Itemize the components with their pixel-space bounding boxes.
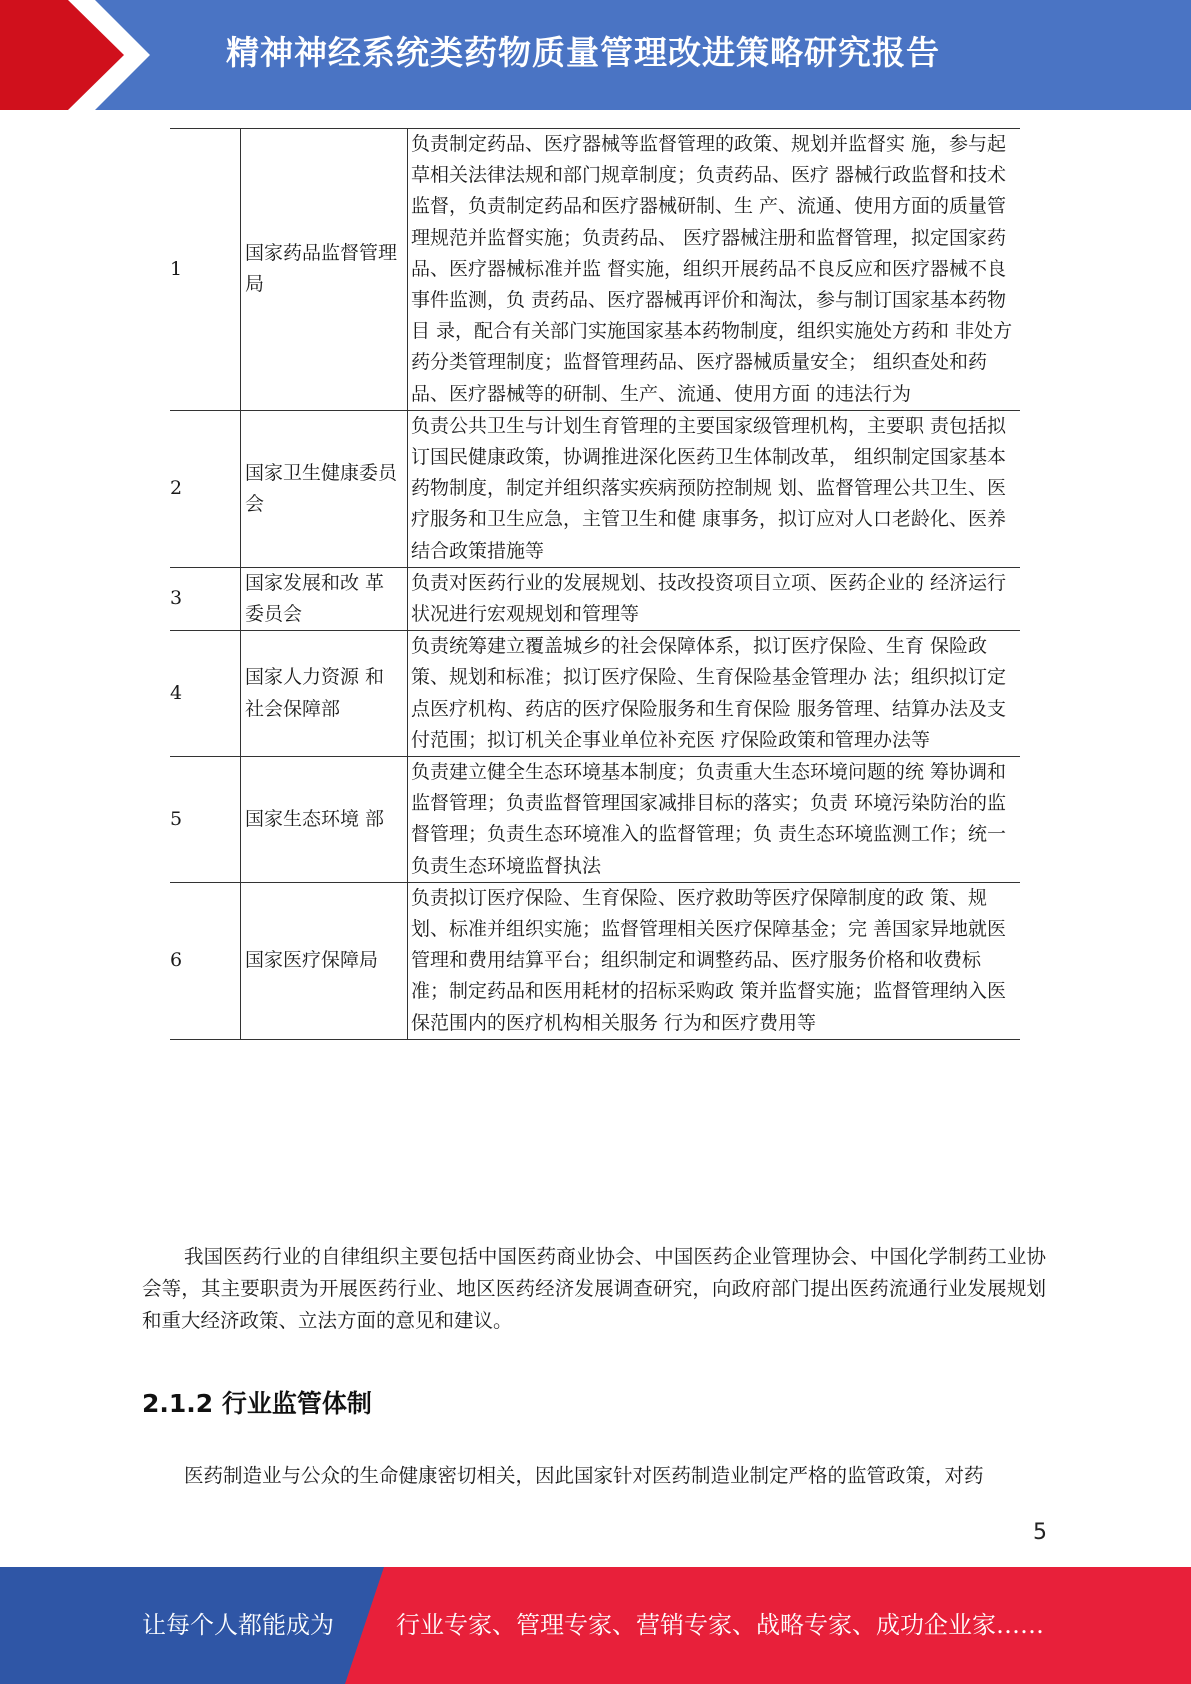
agency-duties: 负责拟订医疗保险、生育保险、医疗救助等医疗保障制度的政 策、规划、标准并组织实施；监督管理相关医疗保障基金；完 善国家异地就医管理和费用结算平台；组织制定和调整药品、医疗服务价格和收费标准；制定药品和医用耗材的招标采购政 策并监督实施；监督管理纳入医保范围内的医疗机构相关服务 行为和医疗费用等 — [408, 882, 1021, 1039]
row-number: 3 — [170, 567, 241, 630]
regulatory-agencies-table — [170, 128, 1020, 1040]
agency-duties: 负责对医药行业的发展规划、技改投资项目立项、医药企业的 经济运行状况进行宏观规划和管理等 — [408, 567, 1021, 630]
agency-name: 国家医疗保障局 — [241, 882, 408, 1039]
agency-name: 国家生态环境 部 — [241, 757, 408, 883]
row-number: 6 — [170, 882, 241, 1039]
table-row — [170, 631, 1020, 757]
section-heading: 2.1.2 行业监管体制 — [142, 1389, 372, 1418]
header-arrow-decoration — [0, 0, 150, 110]
agency-duties: 负责建立健全生态环境基本制度；负责重大生态环境问题的统 筹协调和监督管理；负责监督管理国家减排目标的落实；负责 环境污染防治的监督管理；负责生态环境准入的监督管理；负 责生态环境监测工作；统一负责生态环境监督执法 — [408, 757, 1021, 883]
agency-duties: 负责统筹建立覆盖城乡的社会保障体系，拟订医疗保险、生育 保险政策、规划和标准；拟订医疗保险、生育保险基金管理办 法；组织拟订定点医疗机构、药店的医疗保险服务和生育保险 服务管理、结算办法及支付范围；拟订机关企事业单位补充医 疗保险政策和管理办法等 — [408, 631, 1021, 757]
table-row — [170, 410, 1020, 567]
page-header-banner — [0, 0, 1191, 110]
row-number: 5 — [170, 757, 241, 883]
table-row — [170, 882, 1020, 1039]
table-row — [170, 567, 1020, 630]
table-row — [170, 757, 1020, 883]
row-number: 4 — [170, 631, 241, 757]
footer-slogan-left: 让每个人都能成为 — [142, 1611, 334, 1639]
agency-name: 国家人力资源 和社会保障部 — [241, 631, 408, 757]
agency-duties: 负责制定药品、医疗器械等监督管理的政策、规划并监督实 施，参与起草相关法律法规和部门规章制度；负责药品、医疗 器械行政监督和技术监督，负责制定药品和医疗器械研制、生 产、流通、使用方面的质量管理规范并监督实施；负责药品、 医疗器械注册和监督管理，拟定国家药品、医疗器械标准并监 督实施，组织开展药品不良反应和医疗器械不良事件监测，负 责药品、医疗器械再评价和淘汰，参与制订国家基本药物目 录，配合有关部门实施国家基本药物制度，组织实施处方药和 非处方药分类管理制度；监督管理药品、医疗器械质量安全； 组织查处和药品、医疗器械等的研制、生产、流通、使用方面 的违法行为 — [408, 129, 1021, 411]
footer-slogan-right: 行业专家、管理专家、营销专家、战略专家、成功企业家…… — [396, 1611, 1044, 1639]
regulation-paragraph: 医药制造业与公众的生命健康密切相关，因此国家针对医药制造业制定严格的监管政策，对药 — [184, 1464, 984, 1487]
table-row — [170, 129, 1020, 411]
row-number: 2 — [170, 410, 241, 567]
page-number: 5 — [1033, 1520, 1047, 1545]
agency-name: 国家药品监督管理局 — [241, 129, 408, 411]
page-footer-banner — [0, 1567, 1191, 1684]
report-title: 精神神经系统类药物质量管理改进策略研究报告 — [226, 33, 940, 72]
row-number: 1 — [170, 129, 241, 411]
agency-name: 国家卫生健康委员会 — [241, 410, 408, 567]
agency-name: 国家发展和改 革委员会 — [241, 567, 408, 630]
self-regulatory-paragraph: 我国医药行业的自律组织主要包括中国医药商业协会、中国医药企业管理协会、中国化学制药工业协会等，其主要职责为开展医药行业、地区医药经济发展调查研究，向政府部门提出医药流通行业发展规划和重大经济政策、立法方面的意见和建议。 — [142, 1245, 1046, 1332]
agency-duties: 负责公共卫生与计划生育管理的主要国家级管理机构，主要职 责包括拟订国民健康政策，协调推进深化医药卫生体制改革， 组织制定国家基本药物制度，制定并组织落实疾病预防控制规 划、监督管理公共卫生、医疗服务和卫生应急，主管卫生和健 康事务，拟订应对人口老龄化、医养结合政策措施等 — [408, 410, 1021, 567]
